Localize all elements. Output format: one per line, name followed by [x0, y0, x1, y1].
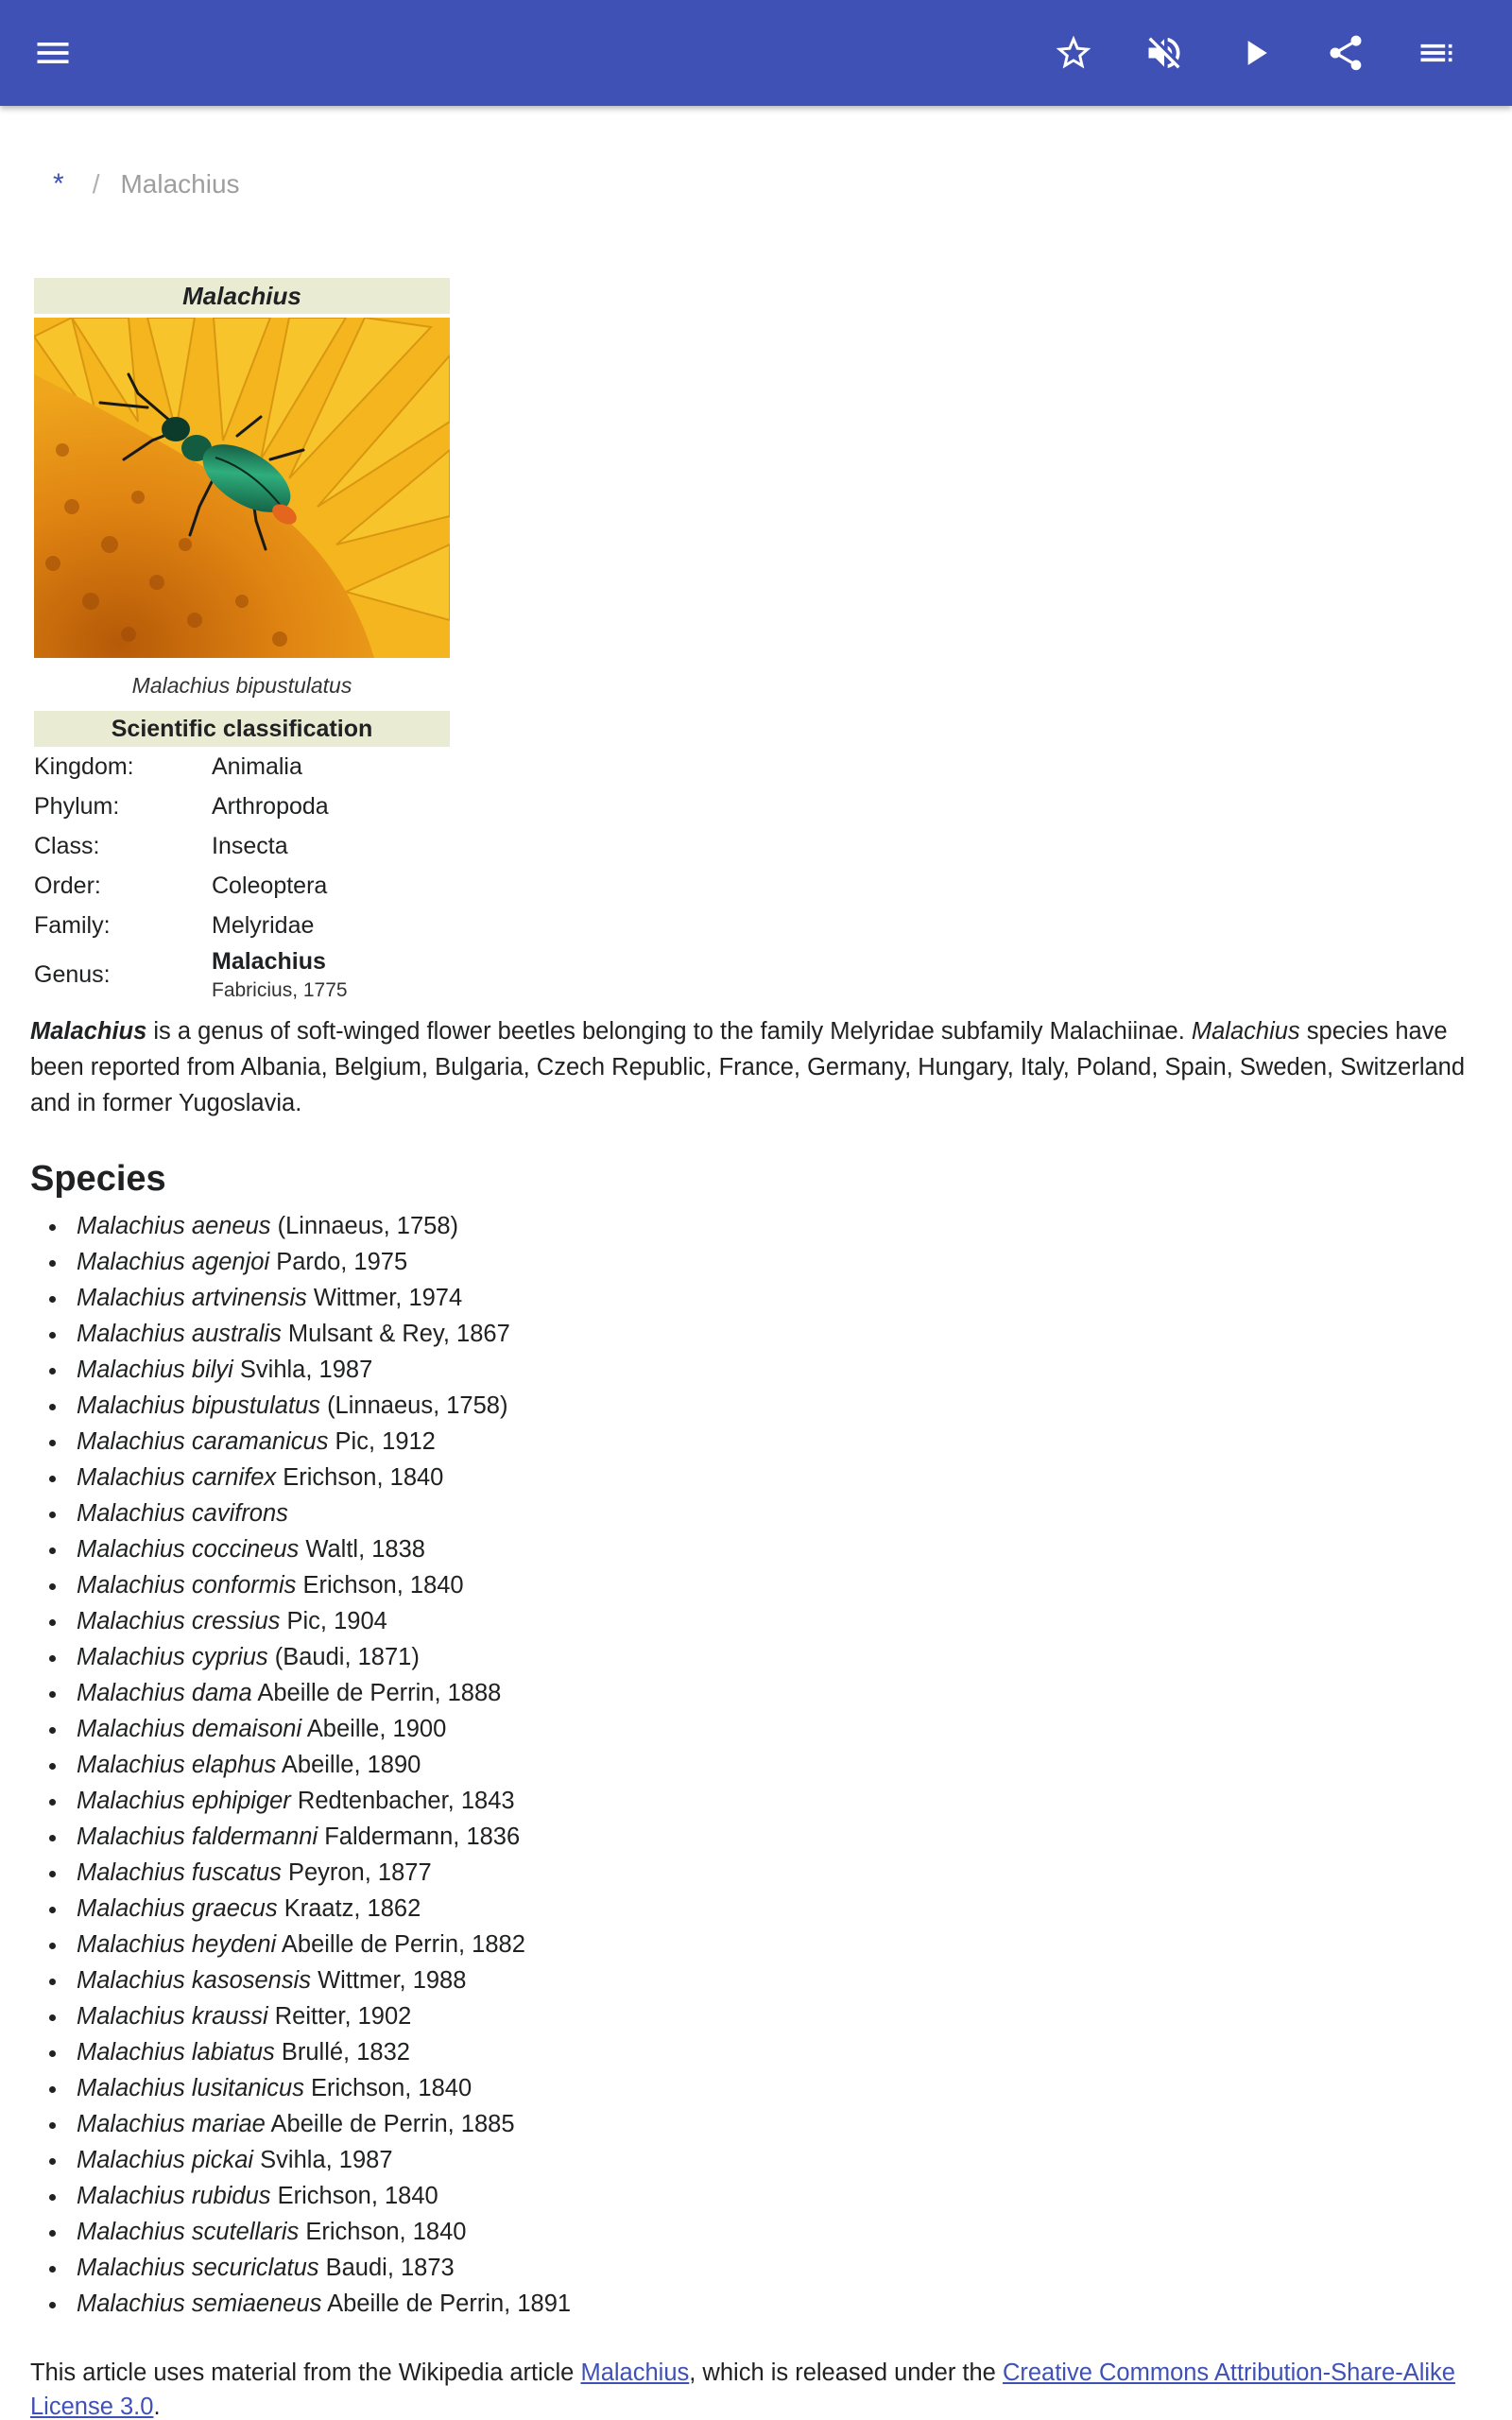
species-item — [30, 2178, 1448, 2214]
species-authority: Wittmer, 1974 — [306, 1285, 463, 1311]
species-item — [30, 2106, 1448, 2142]
taxo-key: Order: — [34, 872, 101, 899]
species-item — [30, 1460, 1448, 1495]
taxo-row-family — [34, 906, 450, 945]
species-authority: Brullé, 1832 — [274, 2039, 410, 2066]
species-item — [30, 1531, 1448, 1567]
species-item — [30, 1495, 1448, 1531]
species-name: Malachius conformis — [77, 1572, 297, 1599]
genus-name: Malachius — [212, 947, 326, 975]
footer-text: . — [153, 2394, 161, 2420]
species-item — [30, 2142, 1448, 2178]
taxobox-title: Malachius — [34, 278, 450, 314]
species-name: Malachius mariae — [77, 2111, 266, 2137]
species-item — [30, 1316, 1448, 1352]
taxo-value-link[interactable]: Melyridae — [212, 911, 315, 939]
species-name: Malachius cavifrons — [77, 1500, 288, 1527]
species-authority: Pic, 1912 — [328, 1428, 436, 1455]
species-name: Malachius coccineus — [77, 1536, 300, 1563]
species-authority: Redtenbacher, 1843 — [290, 1788, 515, 1814]
taxo-value-link[interactable]: Insecta — [212, 832, 288, 859]
species-item — [30, 2250, 1448, 2286]
taxobox-image-caption: Malachius bipustulatus — [131, 673, 352, 698]
play-icon — [1234, 32, 1276, 74]
species-item — [30, 1927, 1448, 1962]
species-authority: Abeille, 1900 — [301, 1716, 447, 1742]
species-item — [30, 1280, 1448, 1316]
species-name: Malachius ephipiger — [77, 1788, 291, 1814]
species-authority: Reitter, 1902 — [267, 2003, 412, 2030]
taxo-key: Kingdom: — [34, 752, 134, 780]
species-authority: Mulsant & Rey, 1867 — [281, 1321, 510, 1347]
species-name: Malachius aeneus — [77, 1213, 271, 1239]
intro-term: Malachius — [1191, 1018, 1300, 1045]
classification-header: Scientific classification — [34, 711, 450, 747]
star-outline-icon — [1053, 32, 1094, 74]
species-name: Malachius heydeni — [77, 1931, 277, 1958]
species-authority: (Linnaeus, 1758) — [270, 1213, 459, 1239]
species-item — [30, 1208, 1448, 1244]
species-name: Malachius carnifex — [77, 1464, 277, 1491]
species-item — [30, 2286, 1448, 2322]
species-name: Malachius semiaeneus — [77, 2290, 322, 2317]
taxo-value-link[interactable]: Animalia — [212, 752, 302, 780]
species-item — [30, 1891, 1448, 1927]
species-name: Malachius lusitanicus — [77, 2075, 304, 2101]
taxo-row-class — [34, 826, 450, 866]
footer-text: This article uses material from the Wikipedia article — [30, 2360, 581, 2386]
species-item — [30, 1747, 1448, 1783]
license-footer — [30, 2356, 1486, 2420]
species-list — [30, 1208, 1448, 2322]
species-item — [30, 2070, 1448, 2106]
species-authority: Abeille de Perrin, 1885 — [265, 2111, 515, 2137]
species-item — [30, 1962, 1448, 1998]
footer-text: , which is released under the — [689, 2360, 1003, 2386]
favorite-button[interactable] — [1047, 26, 1100, 79]
species-authority: Peyron, 1877 — [281, 1859, 432, 1886]
species-name: Malachius graecus — [77, 1895, 278, 1922]
species-authority: Abeille de Perrin, 1882 — [276, 1931, 525, 1958]
intro-text: species have been reported from Albania, Belgium, Bulgaria, Czech Republic, France, Germany, Hungary, Italy, Poland, Spain, Sweden, Switzerland and in former Yugoslavia. — [30, 1018, 1466, 1116]
species-authority: (Linnaeus, 1758) — [319, 1392, 508, 1419]
species-authority: Erichson, 1840 — [299, 2219, 467, 2245]
contents-button[interactable] — [1410, 26, 1463, 79]
taxo-key: Class: — [34, 832, 100, 859]
species-name: Malachius dama — [77, 1680, 252, 1706]
app-bar — [0, 0, 1512, 106]
menu-button[interactable] — [26, 26, 79, 79]
species-authority: Svihla, 1987 — [232, 1357, 373, 1383]
species-item — [30, 1388, 1448, 1424]
share-button[interactable] — [1319, 26, 1372, 79]
species-authority: Svihla, 1987 — [253, 2147, 393, 2173]
taxo-key: Family: — [34, 911, 111, 939]
species-authority: Abeille, 1890 — [276, 1752, 421, 1778]
species-name: Malachius agenjoi — [77, 1249, 270, 1275]
menu-icon — [32, 32, 74, 74]
taxo-key: Genus: — [34, 960, 111, 988]
species-name: Malachius securiclatus — [77, 2255, 319, 2281]
species-name: Malachius kraussi — [77, 2003, 268, 2030]
breadcrumb-current: Malachius — [120, 169, 240, 199]
genus-authority: Fabricius, 1775 — [212, 978, 348, 1001]
species-authority: (Baudi, 1871) — [267, 1644, 420, 1670]
species-name: Malachius demaisoni — [77, 1716, 302, 1742]
species-authority: Abeille de Perrin, 1888 — [251, 1680, 502, 1706]
species-authority: Wittmer, 1988 — [311, 1967, 467, 1994]
species-authority: Kraatz, 1862 — [277, 1895, 421, 1922]
species-item — [30, 1244, 1448, 1280]
species-name: Malachius pickai — [77, 2147, 254, 2173]
toc-list-icon — [1416, 32, 1457, 74]
species-name: Malachius labiatus — [77, 2039, 275, 2066]
species-authority: Pic, 1904 — [280, 1608, 387, 1634]
species-heading: Species — [30, 1159, 166, 1199]
species-name: Malachius bipustulatus — [77, 1392, 320, 1419]
species-name: Malachius scutellaris — [77, 2219, 300, 2245]
license-link[interactable]: Creative Commons Attribution-Share-Alike License 3.0 — [30, 2360, 1455, 2420]
taxo-key: Phylum: — [34, 792, 120, 820]
species-item — [30, 1567, 1448, 1603]
intro-term: Malachius — [30, 1018, 147, 1045]
species-item — [30, 1855, 1448, 1891]
species-item — [30, 1424, 1448, 1460]
species-authority: Waltl, 1838 — [299, 1536, 425, 1563]
species-item — [30, 1998, 1448, 2034]
species-item — [30, 1639, 1448, 1675]
beetle-photo[interactable] — [34, 318, 450, 658]
species-authority: Erichson, 1840 — [276, 1464, 444, 1491]
mute-button[interactable] — [1138, 26, 1191, 79]
genus-value — [212, 948, 348, 1002]
intro-paragraph — [30, 1013, 1486, 1121]
volume-off-icon — [1143, 32, 1185, 74]
taxobox — [34, 278, 450, 1004]
species-name: Malachius bilyi — [77, 1357, 233, 1383]
species-name: Malachius faldermanni — [77, 1824, 318, 1850]
taxo-row-genus — [34, 945, 450, 1004]
species-authority: Erichson, 1840 — [296, 1572, 464, 1599]
wikipedia-article-link[interactable]: Malachius — [580, 2360, 690, 2386]
breadcrumb-separator: / — [92, 169, 100, 199]
intro-text: is a genus of soft-winged flower beetles belonging to the family Melyridae subfamily Malachiinae. — [146, 1018, 1192, 1045]
species-item — [30, 1783, 1448, 1819]
taxo-value-link[interactable]: Arthropoda — [212, 792, 329, 820]
taxo-row-kingdom — [34, 747, 450, 786]
species-authority: Pardo, 1975 — [269, 1249, 408, 1275]
species-item — [30, 1819, 1448, 1855]
breadcrumb — [49, 168, 240, 200]
species-name: Malachius artvinensis — [77, 1285, 307, 1311]
species-name: Malachius rubidus — [77, 2183, 271, 2209]
species-name: Malachius kasosensis — [77, 1967, 312, 1994]
species-item — [30, 2034, 1448, 2070]
species-item — [30, 1675, 1448, 1711]
taxo-row-phylum — [34, 786, 450, 826]
species-name: Malachius australis — [77, 1321, 282, 1347]
share-icon — [1325, 32, 1366, 74]
species-item — [30, 1603, 1448, 1639]
species-item — [30, 1711, 1448, 1747]
species-name: Malachius cressius — [77, 1608, 281, 1634]
species-authority: Erichson, 1840 — [270, 2183, 438, 2209]
species-name: Malachius cyprius — [77, 1644, 268, 1670]
beetle-on-flower-image — [34, 318, 450, 658]
species-authority: Abeille de Perrin, 1891 — [321, 2290, 572, 2317]
species-authority: Baudi, 1873 — [318, 2255, 455, 2281]
species-item — [30, 1352, 1448, 1388]
taxo-value-link[interactable]: Coleoptera — [212, 872, 328, 899]
taxo-row-order — [34, 866, 450, 906]
species-name: Malachius caramanicus — [77, 1428, 329, 1455]
breadcrumb-home-link[interactable]: * — [53, 168, 64, 199]
species-name: Malachius fuscatus — [77, 1859, 282, 1886]
species-authority: Faldermann, 1836 — [318, 1824, 521, 1850]
play-button[interactable] — [1228, 26, 1281, 79]
species-item — [30, 2214, 1448, 2250]
species-name: Malachius elaphus — [77, 1752, 277, 1778]
species-authority: Erichson, 1840 — [303, 2075, 472, 2101]
